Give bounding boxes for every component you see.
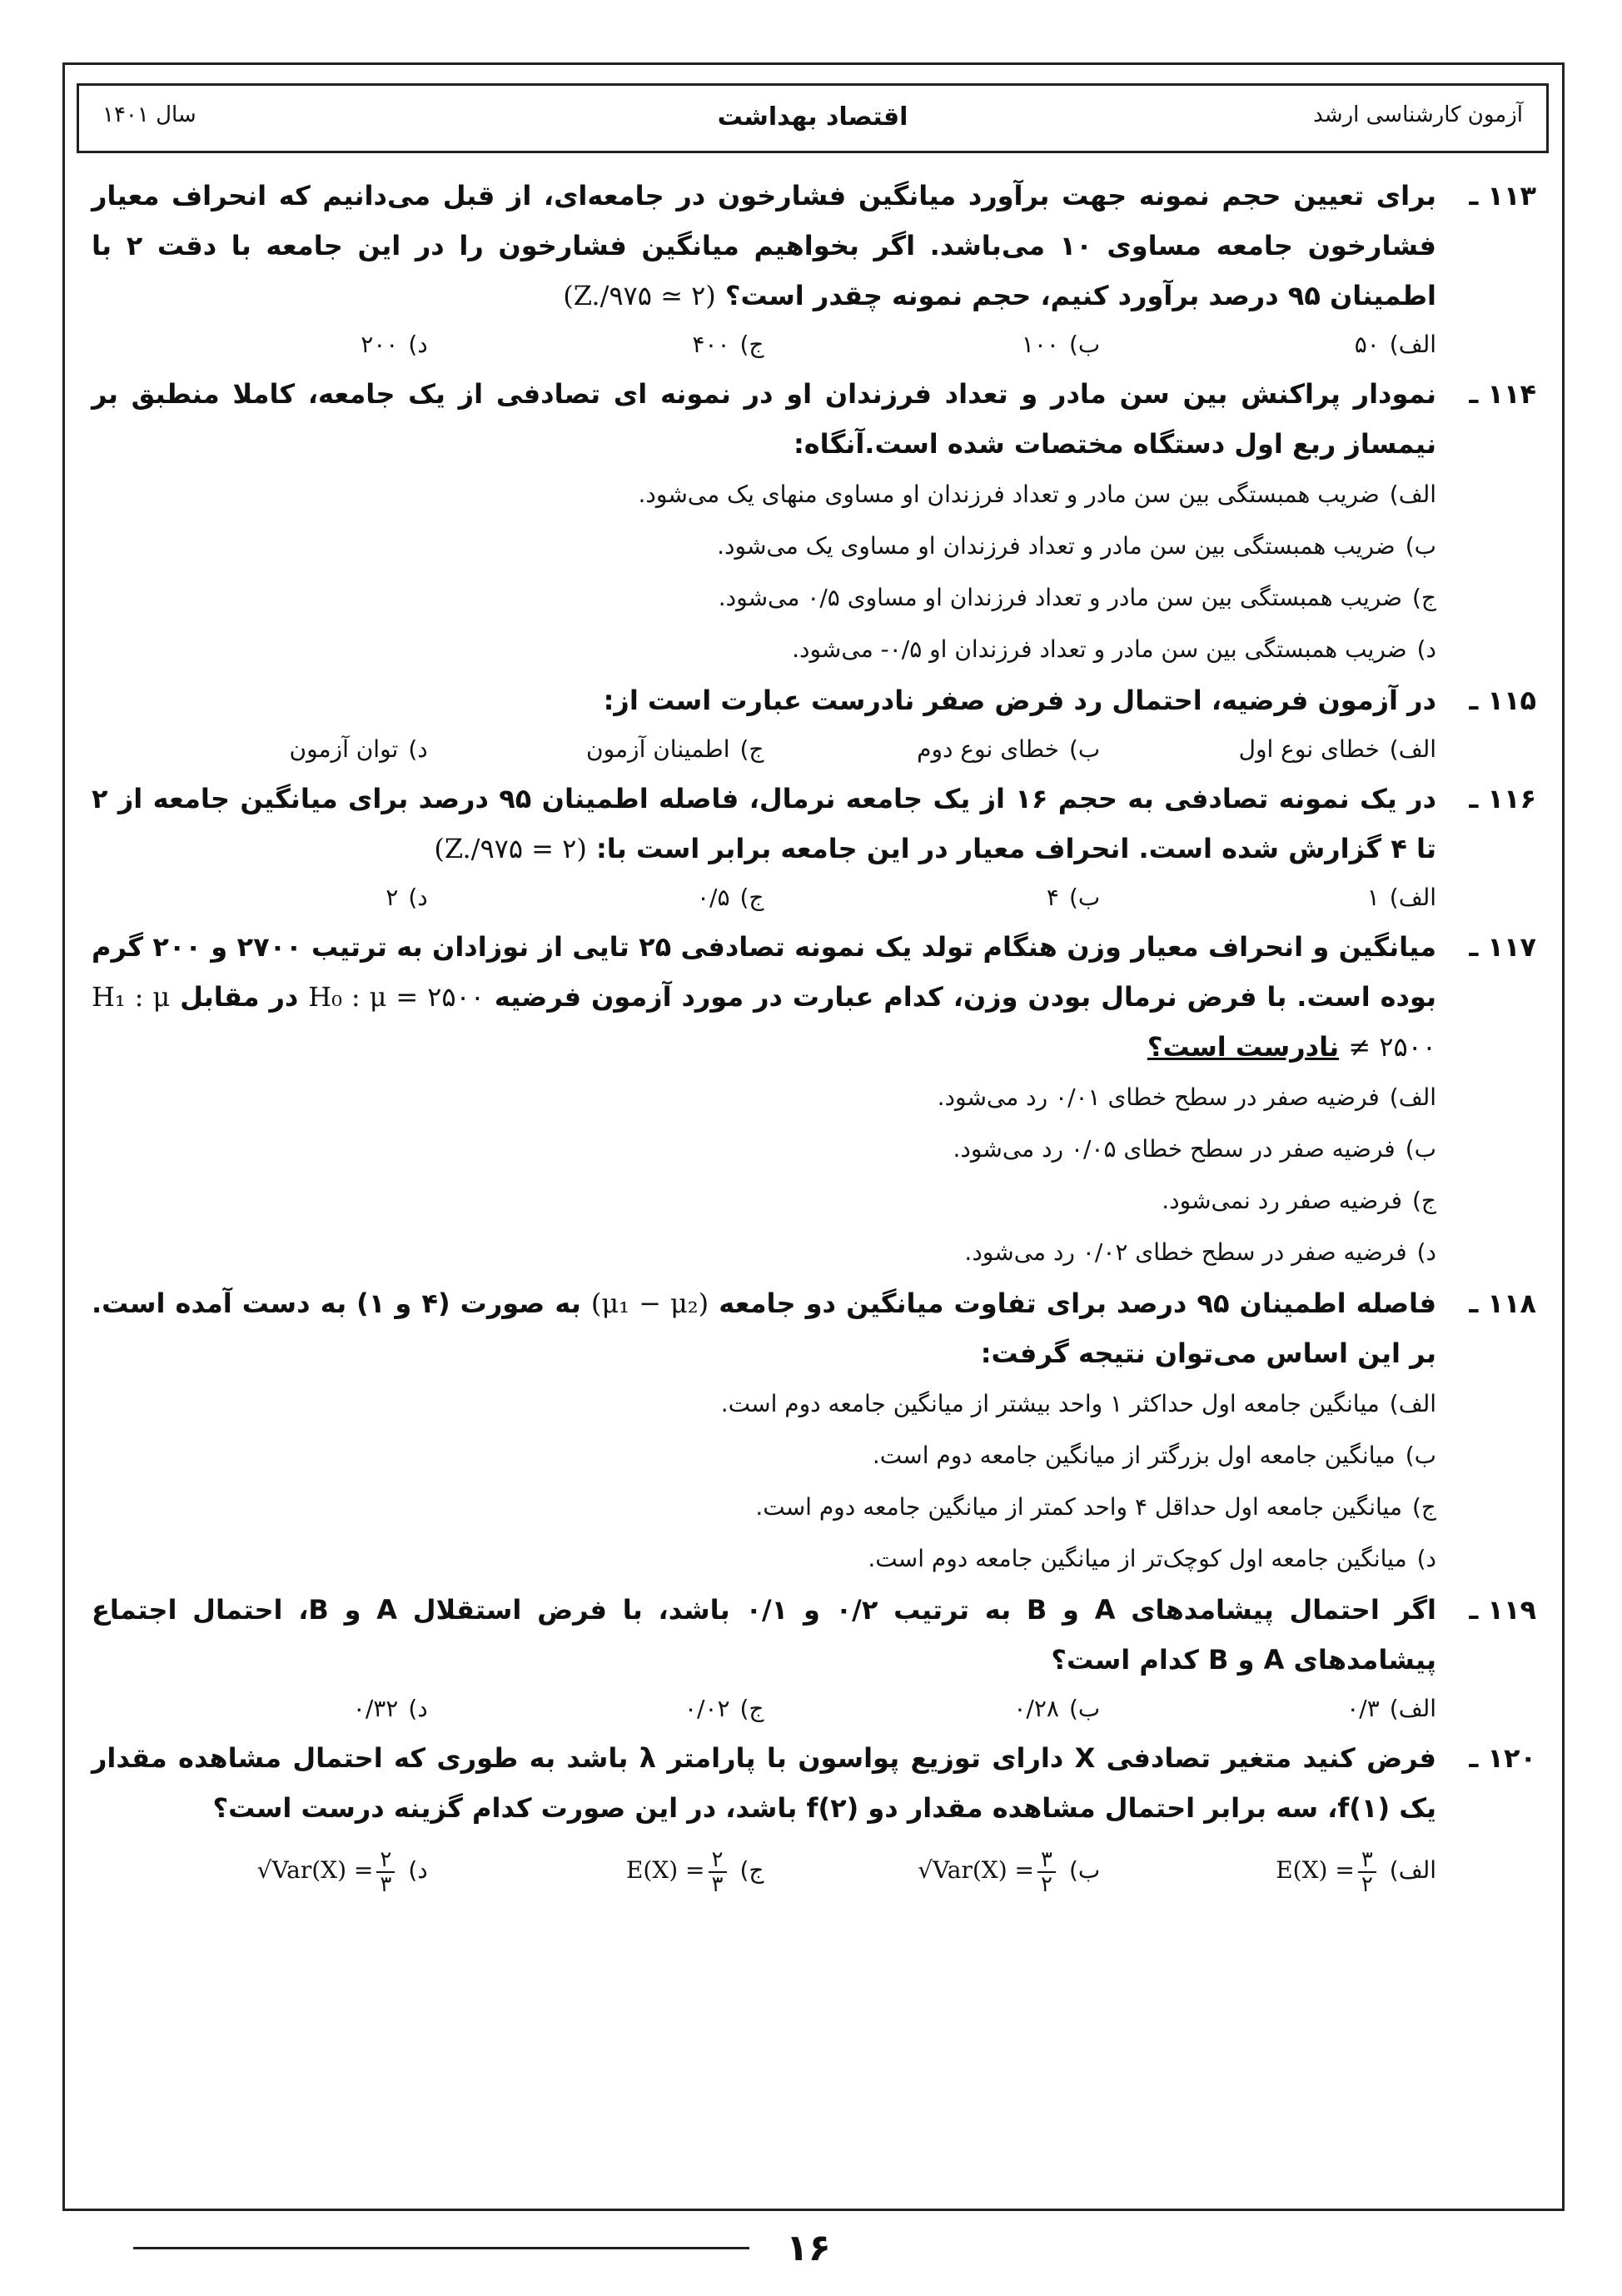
option-text: ۰/۲۸ <box>1013 1695 1059 1722</box>
option-text: ۰/۰۲ <box>684 1695 730 1722</box>
option-d[interactable] <box>92 624 1436 675</box>
option-label: الف) <box>1389 481 1436 508</box>
options-row <box>92 321 1536 369</box>
alternative-hypothesis: H₁ : μ ≠ ۲۵۰۰ <box>92 981 1436 1063</box>
option-label: الف) <box>1389 735 1436 763</box>
question-118 <box>92 1278 1536 1585</box>
option-text: فرضیه صفر در سطح خطای ۰/۰۱ رد می‌شود. <box>937 1083 1380 1111</box>
null-hypothesis: H₀ : μ = ۲۵۰۰ <box>308 981 485 1013</box>
question-body: در یک نمونه تصادفی به حجم ۱۶ از یک جامعه نرمال، فاصله اطمینان ۹۵ درصد برای میانگین جامعه از ۲ تا ۴ گزارش شده است. انحراف معیار در این جامعه برابر است با: <box>92 783 1437 864</box>
option-formula <box>625 1846 730 1897</box>
option-d[interactable] <box>92 725 428 774</box>
denominator: ۲ <box>1040 1871 1052 1897</box>
question-number: ۱۱۹ ـ <box>1469 1594 1536 1626</box>
question-119 <box>92 1585 1536 1733</box>
question-formula: (μ₁ − μ₂) <box>590 1287 709 1319</box>
option-label: الف) <box>1389 1083 1436 1111</box>
question-number: ۱۱۳ ـ <box>1469 180 1536 212</box>
option-label: د) <box>408 1856 428 1884</box>
option-text: اطمینان آزمون <box>586 735 730 763</box>
page-header <box>77 83 1549 153</box>
option-label: د) <box>1416 1238 1436 1266</box>
option-label: ج) <box>1412 1187 1436 1214</box>
option-label: د) <box>1416 635 1436 663</box>
numerator: ۲ <box>709 1848 727 1873</box>
denominator: ۲ <box>1361 1871 1373 1897</box>
question-number: ۱۱۴ ـ <box>1469 378 1536 410</box>
option-text: ۲ <box>386 884 399 911</box>
option-label: الف) <box>1389 1695 1436 1722</box>
formula-lhs: √Var(X) = <box>918 1856 1034 1884</box>
option-label: ب) <box>1068 331 1101 358</box>
question-text <box>92 774 1436 874</box>
option-b[interactable] <box>764 725 1101 774</box>
option-formula <box>1276 1846 1380 1897</box>
option-text: میانگین جامعه اول حداقل ۴ واحد کمتر از میانگین جامعه دوم است. <box>755 1493 1402 1521</box>
option-c[interactable] <box>428 725 764 774</box>
option-a[interactable] <box>92 469 1436 520</box>
options-list <box>92 1072 1536 1278</box>
option-text: توان آزمون <box>289 735 399 763</box>
option-b[interactable] <box>764 874 1101 922</box>
option-text: فرضیه صفر رد نمی‌شود. <box>1162 1187 1402 1214</box>
option-label: ج) <box>1412 584 1436 611</box>
options-row <box>92 874 1536 922</box>
option-d[interactable] <box>92 1533 1436 1585</box>
option-label: ب) <box>1068 1856 1101 1884</box>
option-a[interactable] <box>1100 874 1436 922</box>
question-text: اگر احتمال پیشامدهای A و B به ترتیب ۰/۲ و ۰/۱ باشد، با فرض استقلال A و B، احتمال اجتماع پیشامدهای A و B کدام است؟ <box>92 1594 1437 1676</box>
header-year: سال ۱۴۰۱ <box>102 102 197 127</box>
option-c[interactable] <box>92 1175 1436 1227</box>
option-label: ج) <box>739 884 764 911</box>
option-text: ۴ <box>1046 884 1059 911</box>
option-c[interactable] <box>428 1685 764 1733</box>
question-text: نمودار پراکنش بین سن مادر و تعداد فرزندان او در نمونه ای تصادفی از یک جامعه، کاملا منطبق بر نیمساز ربع اول دستگاه مختصات شده است.آنگاه: <box>92 378 1436 460</box>
option-b[interactable] <box>92 1430 1436 1482</box>
question-ending: به صورت (۴ و ۱) به دست آمده است. بر این اساس می‌توان نتیجه گرفت: <box>92 1287 1436 1369</box>
header-exam-title: آزمون کارشناسی ارشد <box>1313 102 1523 127</box>
option-label: ب) <box>1405 1442 1436 1469</box>
option-a[interactable] <box>92 1378 1436 1430</box>
option-text: خطای نوع اول <box>1238 735 1380 763</box>
option-b[interactable] <box>764 1833 1101 1908</box>
option-d[interactable] <box>92 321 428 369</box>
fraction <box>1037 1848 1056 1896</box>
option-b[interactable] <box>92 520 1436 572</box>
option-label: د) <box>408 1695 428 1722</box>
option-text: ۰/۵ <box>696 884 730 911</box>
option-text: ۴۰۰ <box>692 331 730 358</box>
option-text: ۵۰ <box>1354 331 1380 358</box>
questions-container <box>92 171 1536 1908</box>
question-114 <box>92 369 1536 675</box>
option-b[interactable] <box>764 1685 1101 1733</box>
option-text: میانگین جامعه اول بزرگتر از میانگین جامعه دوم است. <box>872 1442 1396 1469</box>
option-c[interactable] <box>428 874 764 922</box>
option-c[interactable] <box>428 1833 764 1908</box>
numerator: ۲ <box>376 1848 395 1873</box>
option-label: الف) <box>1389 1856 1436 1884</box>
option-label: ج) <box>1412 1493 1436 1521</box>
option-text: میانگین جامعه اول کوچک‌تر از میانگین جامعه دوم است. <box>868 1545 1407 1572</box>
option-label: ب) <box>1405 532 1436 560</box>
option-label: د) <box>1416 1545 1436 1572</box>
footer-rule-left <box>158 2247 741 2249</box>
question-115 <box>92 675 1536 774</box>
question-113 <box>92 171 1536 369</box>
option-a[interactable] <box>92 1072 1436 1123</box>
option-text: ۱۰۰ <box>1021 331 1059 358</box>
numerator: ۳ <box>1358 1848 1376 1873</box>
option-label: ج) <box>739 331 764 358</box>
option-label: ج) <box>739 1856 764 1884</box>
option-label: الف) <box>1389 1390 1436 1417</box>
option-label: ب) <box>1068 735 1101 763</box>
fraction <box>376 1848 395 1896</box>
option-text: ۰/۳۲ <box>352 1695 399 1722</box>
option-label: الف) <box>1389 884 1436 911</box>
question-number: ۱۱۶ ـ <box>1469 783 1536 814</box>
option-label: ب) <box>1068 884 1101 911</box>
options-list <box>92 1378 1536 1585</box>
question-number: ۱۱۸ ـ <box>1469 1287 1536 1319</box>
formula-lhs: E(X) = <box>1276 1856 1355 1884</box>
option-text: ۱ <box>1366 884 1380 911</box>
fraction <box>1358 1848 1376 1896</box>
question-formula: (Z./۹۷۵ = ۲) <box>434 833 587 864</box>
option-formula <box>256 1846 399 1897</box>
option-c[interactable] <box>428 321 764 369</box>
option-d[interactable] <box>92 1685 428 1733</box>
header-subject: اقتصاد بهداشت <box>717 102 908 132</box>
page-number: ۱۶ <box>786 2227 831 2269</box>
question-number: ۱۱۵ ـ <box>1469 685 1536 716</box>
question-text <box>92 171 1436 321</box>
question-text <box>92 922 1436 1072</box>
option-text: ۰/۳ <box>1346 1695 1380 1722</box>
option-a[interactable] <box>1100 725 1436 774</box>
formula-lhs: E(X) = <box>625 1856 705 1884</box>
option-text: ضریب همبستگی بین سن مادر و تعداد فرزندان او مساوی منهای یک می‌شود. <box>638 481 1380 508</box>
denominator: ۳ <box>380 1871 392 1897</box>
options-list <box>92 469 1536 675</box>
question-number: ۱۲۰ ـ <box>1469 1742 1536 1774</box>
option-b[interactable] <box>764 321 1101 369</box>
option-label: د) <box>408 331 428 358</box>
denominator: ۳ <box>711 1871 724 1897</box>
option-label: ج) <box>739 735 764 763</box>
option-text: فرضیه صفر در سطح خطای ۰/۰۲ رد می‌شود. <box>964 1238 1407 1266</box>
option-text: فرضیه صفر در سطح خطای ۰/۰۵ رد می‌شود. <box>953 1135 1396 1163</box>
numerator: ۳ <box>1037 1848 1056 1873</box>
question-body: فاصله اطمینان ۹۵ درصد برای تفاوت میانگین دو جامعه <box>719 1287 1437 1319</box>
options-row <box>92 725 1536 774</box>
option-text: میانگین جامعه اول حداکثر ۱ واحد بیشتر از میانگین جامعه دوم است. <box>720 1390 1380 1417</box>
question-ending: نادرست است؟ <box>1147 1031 1340 1063</box>
option-text: ضریب همبستگی بین سن مادر و تعداد فرزندان او مساوی یک می‌شود. <box>717 532 1396 560</box>
question-body: برای تعیین حجم نمونه جهت برآورد میانگین فشارخون در جامعه‌ای، از قبل می‌دانیم که انحراف معیار فشارخون جامعه مساوی ۱۰ می‌باشد. اگر بخواهیم میانگین فشارخون را در این جامعه با دقت ۲ با اطمینان ۹۵ درصد برآورد کنیم، حجم نمونه چقدر است؟ <box>92 180 1437 311</box>
option-label: ب) <box>1068 1695 1101 1722</box>
formula-lhs: √Var(X) = <box>256 1856 374 1884</box>
option-d[interactable] <box>92 1833 428 1908</box>
option-label: د) <box>408 884 428 911</box>
option-label: ب) <box>1405 1135 1436 1163</box>
option-d[interactable] <box>92 874 428 922</box>
option-text: خطای نوع دوم <box>917 735 1059 763</box>
option-text: ۲۰۰ <box>361 331 399 358</box>
question-117 <box>92 922 1536 1278</box>
question-text: فرض کنید متغیر تصادفی X دارای توزیع پواسون با پارامتر λ باشد به طوری که احتمال مشاهده مقدار یک f(۱)، سه برابر احتمال مشاهده مقدار دو f(۲) باشد، در این صورت کدام گزینه درست است؟ <box>92 1742 1437 1824</box>
option-label: الف) <box>1389 331 1436 358</box>
question-body: میانگین و انحراف معیار وزن هنگام تولد یک نمونه تصادفی ۲۵ تایی از نوزادان به ترتیب ۲۷۰۰ و ۲۰۰ گرم بوده است. با فرض نرمال بودن وزن، کدام عبارت در مورد آزمون فرضیه <box>92 931 1437 1013</box>
option-label: ج) <box>739 1695 764 1722</box>
option-c[interactable] <box>92 572 1436 624</box>
option-formula <box>918 1846 1059 1897</box>
question-number: ۱۱۷ ـ <box>1469 931 1536 963</box>
option-b[interactable] <box>92 1123 1436 1175</box>
options-row <box>92 1685 1536 1733</box>
question-text: در آزمون فرضیه، احتمال رد فرض صفر نادرست عبارت است از: <box>603 685 1436 716</box>
options-row <box>92 1833 1536 1908</box>
option-c[interactable] <box>92 1482 1436 1533</box>
question-120 <box>92 1733 1536 1908</box>
option-d[interactable] <box>92 1227 1436 1278</box>
question-116 <box>92 774 1536 922</box>
option-a[interactable] <box>1100 1685 1436 1733</box>
option-label: د) <box>408 735 428 763</box>
option-text: ضریب همبستگی بین سن مادر و تعداد فرزندان او ۰/۵- می‌شود. <box>792 635 1407 663</box>
question-connector: در مقابل <box>180 981 299 1013</box>
question-formula: (Z./۹۷۵ ≃ ۲) <box>563 280 716 311</box>
option-text: ضریب همبستگی بین سن مادر و تعداد فرزندان او مساوی ۰/۵ می‌شود. <box>718 584 1402 611</box>
question-text <box>92 1278 1436 1378</box>
option-a[interactable] <box>1100 321 1436 369</box>
option-a[interactable] <box>1100 1833 1436 1908</box>
fraction <box>709 1848 727 1896</box>
